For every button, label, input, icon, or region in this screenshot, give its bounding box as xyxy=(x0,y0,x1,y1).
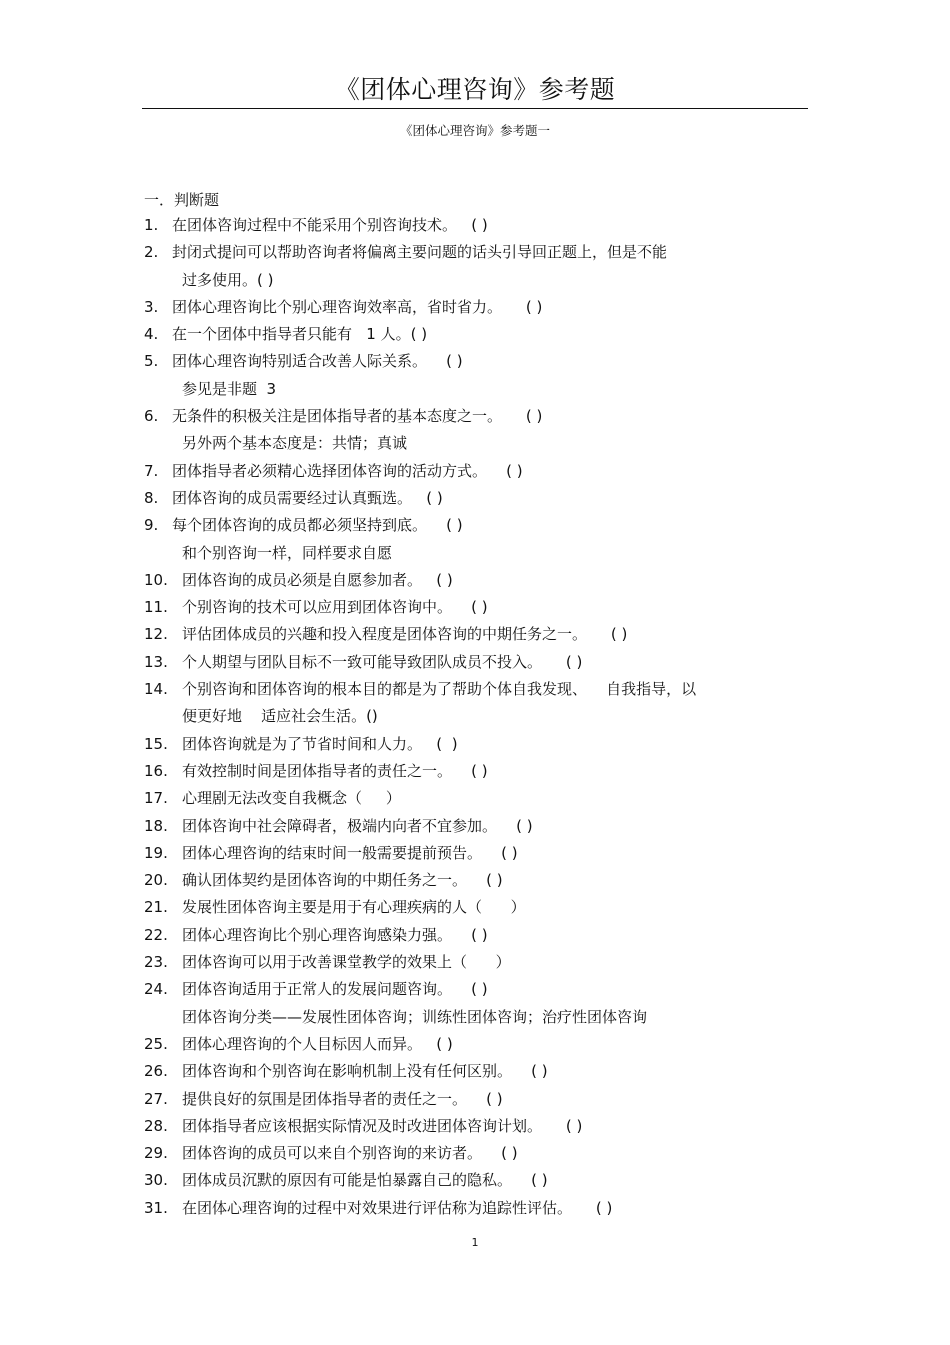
question-text: 团体咨询可以用于改善课堂教学的效果上（ ） xyxy=(182,953,511,972)
question-number: 30. xyxy=(144,1171,168,1190)
question-text: 团体成员沉默的原因有可能是怕暴露自己的隐私。 ( ) xyxy=(182,1171,548,1190)
question-text: 个人期望与团队目标不一致可能导致团队成员不投入。 ( ) xyxy=(182,652,583,671)
question-item xyxy=(144,1031,824,1058)
document-subtitle: 《团体心理咨询》参考题一 xyxy=(399,123,550,138)
question-number: 28. xyxy=(144,1116,168,1135)
question-item xyxy=(144,649,824,676)
question-note xyxy=(144,703,824,730)
question-item xyxy=(144,403,824,430)
question-text: 个别咨询和团体咨询的根本目的都是为了帮助个体自我发现、 自我指导，以 xyxy=(182,680,697,699)
question-text: 团体咨询分类——发展性团体咨询；训练性团体咨询；治疗性团体咨询 xyxy=(182,1007,648,1026)
question-text: 便更好地 适应社会生活。() xyxy=(182,707,378,726)
question-number: 15. xyxy=(144,734,168,753)
question-number: 16. xyxy=(144,761,168,780)
question-item xyxy=(144,1058,824,1085)
question-text: 在团体心理咨询的过程中对效果进行评估称为追踪性评估。 ( ) xyxy=(182,1198,613,1217)
question-item xyxy=(144,976,824,1003)
question-number: 20. xyxy=(144,871,168,890)
question-text: 无条件的积极关注是团体指导者的基本态度之一。 ( ) xyxy=(172,407,543,426)
question-note xyxy=(144,1004,824,1031)
question-number: 2. xyxy=(144,243,159,262)
page-number: 1 xyxy=(471,1236,479,1249)
question-item xyxy=(144,758,824,785)
question-number: 8. xyxy=(144,488,159,507)
question-text: 过多使用。( ) xyxy=(182,270,274,289)
question-number: 17. xyxy=(144,789,168,808)
question-number: 19. xyxy=(144,843,168,862)
question-item xyxy=(144,840,824,867)
question-item xyxy=(144,594,824,621)
question-item xyxy=(144,867,824,894)
question-number: 12. xyxy=(144,625,168,644)
question-number: 29. xyxy=(144,1144,168,1163)
question-number: 5. xyxy=(144,352,159,371)
question-text: 团体心理咨询的个人目标因人而异。 ( ) xyxy=(182,1034,453,1053)
question-number: 13. xyxy=(144,652,168,671)
question-item xyxy=(144,1086,824,1113)
question-number: 11. xyxy=(144,598,168,617)
question-text: 团体咨询的成员必须是自愿参加者。 ( ) xyxy=(182,570,453,589)
question-item xyxy=(144,294,824,321)
question-note xyxy=(144,430,824,457)
question-text: 团体咨询中社会障碍者，极端内向者不宜参加。 ( ) xyxy=(182,816,533,835)
document-title: 《团体心理咨询》参考题 xyxy=(334,75,616,104)
question-item xyxy=(144,731,824,758)
question-number: 27. xyxy=(144,1089,168,1108)
question-text: 每个团体咨询的成员都必须坚持到底。 ( ) xyxy=(172,516,463,535)
question-text: 团体咨询就是为了节省时间和人力。 ( ) xyxy=(182,734,458,753)
question-number: 7. xyxy=(144,461,159,480)
question-number: 25. xyxy=(144,1034,168,1053)
question-number: 21. xyxy=(144,898,168,917)
question-item xyxy=(144,321,824,348)
question-text: 在一个团体中指导者只能有 1 人。( ) xyxy=(172,325,428,344)
question-text: 确认团体契约是团体咨询的中期任务之一。 ( ) xyxy=(182,871,503,890)
question-number: 26. xyxy=(144,1062,168,1081)
question-item xyxy=(144,458,824,485)
question-number: 18. xyxy=(144,816,168,835)
question-number: 31. xyxy=(144,1198,168,1217)
question-item xyxy=(144,1140,824,1167)
question-text: 发展性团体咨询主要是用于有心理疾病的人（ ） xyxy=(182,898,526,917)
question-text: 提供良好的氛围是团体指导者的责任之一。 ( ) xyxy=(182,1089,503,1108)
question-text: 在团体咨询过程中不能采用个别咨询技术。 ( ) xyxy=(172,216,488,234)
question-text: 团体咨询的成员可以来自个别咨询的来访者。 ( ) xyxy=(182,1144,518,1163)
question-note xyxy=(144,540,824,567)
question-item xyxy=(144,567,824,594)
question-number: 22. xyxy=(144,925,168,944)
question-item xyxy=(144,1195,824,1222)
question-item xyxy=(144,348,824,375)
title-divider xyxy=(142,108,808,109)
question-item xyxy=(144,621,824,648)
question-text: 团体心理咨询比个别心理咨询效率高，省时省力。 ( ) xyxy=(172,297,543,316)
question-item xyxy=(144,949,824,976)
question-item xyxy=(144,922,824,949)
question-text: 团体心理咨询特别适合改善人际关系。 ( ) xyxy=(172,352,463,371)
question-item xyxy=(144,813,824,840)
question-item xyxy=(144,894,824,921)
question-text: 评估团体成员的兴趣和投入程度是团体咨询的中期任务之一。 ( ) xyxy=(182,625,628,644)
question-item xyxy=(144,212,824,239)
question-text: 团体咨询适用于正常人的发展问题咨询。 ( ) xyxy=(182,980,488,999)
question-number: 14. xyxy=(144,680,168,699)
question-text: 团体咨询和个别咨询在影响机制上没有任何区别。 ( ) xyxy=(182,1062,548,1081)
question-text: 封闭式提问可以帮助咨询者将偏离主要问题的话头引导回正题上，但是不能 xyxy=(172,243,668,262)
question-text: 团体指导者必须精心选择团体咨询的活动方式。 ( ) xyxy=(172,461,523,480)
question-number: 23. xyxy=(144,953,168,972)
question-item xyxy=(144,1167,824,1194)
question-number: 3. xyxy=(144,297,159,316)
question-item xyxy=(144,485,824,512)
question-text: 和个别咨询一样，同样要求自愿 xyxy=(182,543,393,562)
question-note xyxy=(144,267,824,294)
question-note xyxy=(144,376,824,403)
question-item xyxy=(144,239,824,266)
question-item xyxy=(144,785,824,812)
question-text: 团体咨询的成员需要经过认真甄选。 ( ) xyxy=(172,488,443,507)
question-text: 另外两个基本态度是：共情；真诚 xyxy=(182,434,408,453)
question-text: 团体心理咨询比个别心理咨询感染力强。 ( ) xyxy=(182,925,488,944)
question-number: 1. xyxy=(144,216,159,234)
question-item xyxy=(144,512,824,539)
question-item xyxy=(144,1113,824,1140)
question-number: 10. xyxy=(144,570,168,589)
question-number: 6. xyxy=(144,407,159,426)
question-text: 有效控制时间是团体指导者的责任之一。 ( ) xyxy=(182,761,488,780)
question-text: 团体心理咨询的结束时间一般需要提前预告。 ( ) xyxy=(182,843,518,862)
question-number: 4. xyxy=(144,325,159,344)
question-item xyxy=(144,676,824,703)
question-text: 心理剧无法改变自我概念（ ） xyxy=(182,789,401,808)
question-list xyxy=(144,212,824,1222)
question-number: 24. xyxy=(144,980,168,999)
section-heading: 一．判断题 xyxy=(144,191,220,209)
question-text: 参见是非题 3 xyxy=(182,379,277,398)
question-number: 9. xyxy=(144,516,159,535)
question-text: 个别咨询的技术可以应用到团体咨询中。 ( ) xyxy=(182,598,488,617)
question-text: 团体指导者应该根据实际情况及时改进团体咨询计划。 ( ) xyxy=(182,1116,583,1135)
